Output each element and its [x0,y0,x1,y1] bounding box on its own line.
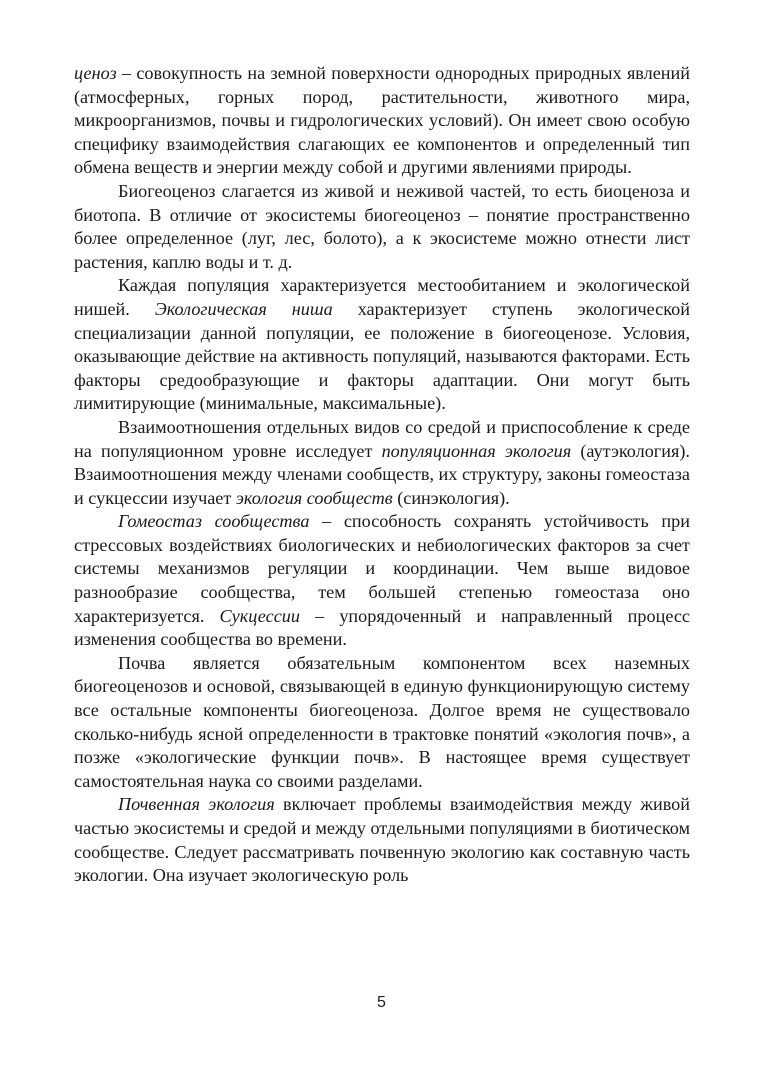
paragraph [74,793,690,887]
italic-term: Экологическая ниша [154,298,333,319]
paragraph [74,510,690,652]
italic-term: экология сообществ [235,487,393,508]
text-run: – способность сохранять устойчивость при стрессовых воздействиях биологических и небиологических факторов за счет системы механизмов регуляции и координации. Чем выше видовое разнообразие сообщества, тем большей степенью гомеостаза оно характеризуется. [74,511,690,626]
italic-term: ценоз [74,63,117,83]
paragraph [74,652,690,794]
text-run: Взаимоотношения отдельных видов со средой и приспособление к среде на популяционном уровне исследует [74,416,690,461]
page-body [74,62,690,888]
text-run: – совокупность на земной поверхности однородных природных явлений (атмосферных, горных пород, растительности, животного мира, микроорганизмов, почвы и гидрологических условий). Он имеет свою особую специфику взаимодействия слагающих ее компонентов и определенный тип обмена веществ и энергии между собой и другими явлениями природы. [74,63,690,178]
text-run: Биогеоценоз слагается из живой и неживой частей, то есть биоценоза и биотопа. В отличие от экосистемы биогеоценоз – понятие пространственно более определенное (луг, лес, болото), а к экосистеме можно отнести лист растения, каплю воды и т. д. [74,180,690,272]
italic-term: Почвенная экология [118,794,275,815]
italic-term: популяционная экология [381,440,572,461]
text-run: Каждая популяция характеризуется местообитанием и экологической нишей. [74,275,690,319]
text-run: характеризует ступень экологической специализации данной популяции, ее положение в биогеоценозе. Условия, оказывающие действие на активность популяций, называются факторами. Есть факторы средообразующие и факторы адаптации. Они могут быть лимитирующие (минимальные, максимальные). [74,298,690,414]
text-run: – упорядоченный и направленный процесс изменения сообщества во времени. [74,605,690,650]
page-number: 5 [377,994,386,1011]
text-run: (аутэкология). Взаимоотношения между членами сообществ, их структуру, законы гомеостаза и сукцессии изучает [74,440,690,508]
paragraph [74,274,690,416]
text-run: включает проблемы взаимодействия между живой частью экосистемы и средой и между отдельными популяциями в биотическом сообществе. Следует рассматривать почвенную экологию как составную часть экологии. Она изучает экологическую роль [74,794,691,886]
paragraph [74,62,690,180]
italic-term: Гомеостаз сообщества [118,511,310,532]
paragraph [74,416,690,510]
text-run: Почва является обязательным компонентом всех наземных биогеоценозов и основой, связывающей в единую функционирующую систему все остальные компоненты биогеоценоза. Долгое время не существовало сколько-нибудь ясной определенности в трактовке понятий «экология почв», а позже «экологические функции почв». В настоящее время существует самостоятельная наука со своими разделами. [74,652,690,791]
paragraph [74,180,690,274]
italic-term: Сукцессии [219,605,300,626]
text-run: (синэкология). [392,487,510,508]
